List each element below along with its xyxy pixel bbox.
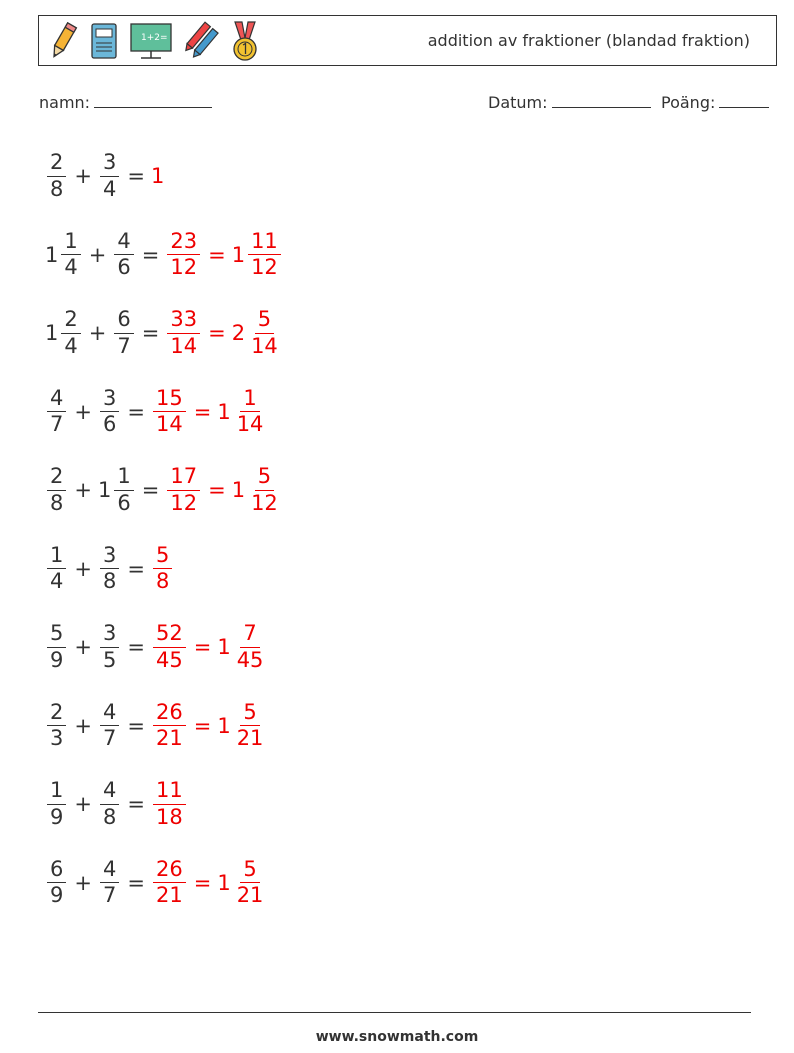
denominator: 5 <box>102 647 117 672</box>
plus-sign: + <box>88 242 107 267</box>
numerator: 1 <box>47 544 66 569</box>
denominator: 12 <box>251 255 278 279</box>
whole-number: 1 <box>217 635 231 659</box>
addend-a <box>45 465 68 514</box>
result <box>232 308 283 357</box>
problem-row <box>45 774 188 834</box>
fraction <box>61 308 80 357</box>
numerator: 2 <box>47 701 66 726</box>
numerator: 3 <box>100 387 119 412</box>
name-field[interactable] <box>39 93 212 112</box>
problem-row <box>45 696 268 756</box>
denominator: 9 <box>50 804 64 829</box>
denominator: 3 <box>50 726 64 750</box>
footer-url: www.snowmath.com <box>315 1029 479 1045</box>
whole-number: 1 <box>97 478 112 502</box>
equals-sign: = <box>193 713 212 738</box>
numerator: 2 <box>47 151 66 176</box>
denominator: 18 <box>155 804 183 829</box>
fraction <box>248 308 281 357</box>
denominator: 12 <box>170 255 198 279</box>
numerator: 6 <box>114 308 133 333</box>
score-line[interactable] <box>719 93 769 108</box>
book-icon <box>89 22 119 60</box>
whole-number: 1 <box>231 242 246 267</box>
denominator: 12 <box>251 490 278 515</box>
numerator: 7 <box>240 622 259 647</box>
numerator: 3 <box>100 622 119 647</box>
addend-b <box>112 230 135 279</box>
equals-sign: = <box>127 792 145 816</box>
addend-b <box>98 544 121 593</box>
denominator: 8 <box>102 804 117 829</box>
addend-a <box>45 151 68 200</box>
numerator: 5 <box>153 544 172 569</box>
fraction <box>153 544 172 593</box>
numerator: 3 <box>100 151 119 176</box>
numerator: 1 <box>61 230 80 255</box>
pencil-icon <box>47 21 79 61</box>
addend-b <box>98 465 136 514</box>
addend-b <box>98 151 121 200</box>
denominator: 7 <box>50 412 64 436</box>
numerator: 4 <box>100 779 119 804</box>
numerator: 5 <box>240 858 259 883</box>
fraction <box>100 701 119 750</box>
denominator: 9 <box>50 647 64 672</box>
answer <box>151 544 174 593</box>
problem-row <box>45 382 268 442</box>
answer <box>151 387 268 436</box>
fraction <box>234 387 267 436</box>
equals-sign: = <box>141 478 160 502</box>
result <box>217 387 268 436</box>
denominator: 4 <box>50 569 64 593</box>
crayons-icon <box>183 21 219 61</box>
problem-row <box>45 225 283 285</box>
addend-b <box>112 308 135 357</box>
equals-sign: = <box>127 164 145 188</box>
denominator: 7 <box>117 333 131 358</box>
fraction <box>47 544 66 593</box>
result <box>217 622 268 671</box>
result <box>217 858 268 907</box>
denominator: 8 <box>155 569 170 593</box>
fraction <box>234 701 267 750</box>
fraction <box>47 465 66 514</box>
addend-a <box>45 544 68 593</box>
fraction <box>47 779 66 828</box>
denominator: 8 <box>50 176 64 201</box>
denominator: 8 <box>102 569 117 593</box>
plus-sign: + <box>74 870 92 895</box>
addend-a <box>45 387 68 436</box>
name-label: namn: <box>39 93 91 112</box>
fraction <box>100 858 119 907</box>
fraction <box>100 151 119 200</box>
equals-sign: = <box>208 242 226 267</box>
problem-row <box>45 617 268 677</box>
chalkboard-icon <box>129 21 173 61</box>
problem-row <box>45 460 283 520</box>
plus-sign: + <box>74 399 92 424</box>
problem-row <box>45 303 283 363</box>
equals-sign: = <box>127 870 145 895</box>
problem-row <box>45 853 268 913</box>
date-label: Datum: <box>488 93 548 112</box>
numerator: 4 <box>100 858 119 883</box>
fraction <box>47 701 66 750</box>
plus-sign: + <box>74 164 92 188</box>
addend-b <box>98 622 121 671</box>
fraction <box>114 465 133 514</box>
score-label: Poäng: <box>661 93 716 112</box>
answer <box>151 779 188 828</box>
equals-sign: = <box>141 242 160 267</box>
addend-b <box>98 387 121 436</box>
denominator: 14 <box>155 412 183 436</box>
addend-a <box>45 622 68 671</box>
denominator: 21 <box>155 726 183 750</box>
plus-sign: + <box>88 321 107 345</box>
date-line[interactable] <box>552 93 651 108</box>
denominator: 21 <box>155 883 183 907</box>
whole-number: 1 <box>231 478 246 502</box>
answer <box>151 858 268 907</box>
fraction <box>114 308 133 357</box>
numerator: 33 <box>167 308 200 333</box>
date-field[interactable] <box>488 93 651 112</box>
header-box <box>38 15 777 66</box>
answer <box>151 622 268 671</box>
equals-sign: = <box>193 635 212 659</box>
fraction <box>248 465 281 514</box>
denominator: 4 <box>102 176 117 201</box>
chalkboard-text: 1+2= <box>141 33 168 43</box>
denominator: 4 <box>64 255 78 279</box>
denominator: 7 <box>102 883 117 907</box>
addend-a <box>45 230 83 279</box>
numerator: 23 <box>167 230 200 255</box>
denominator: 21 <box>236 883 264 907</box>
addend-b <box>98 858 121 907</box>
fraction <box>100 779 119 828</box>
page-title: addition av fraktioner (blandad fraktion) <box>427 31 750 50</box>
medal-icon <box>229 20 261 62</box>
name-line[interactable] <box>94 93 212 108</box>
numerator: 2 <box>61 308 80 333</box>
numerator: 11 <box>153 779 186 804</box>
addend-b <box>98 779 121 828</box>
equals-sign: = <box>193 399 212 424</box>
result <box>217 701 268 750</box>
result <box>232 230 283 279</box>
fraction <box>100 544 119 593</box>
denominator: 9 <box>50 883 64 907</box>
numerator: 11 <box>248 230 281 255</box>
numerator: 2 <box>47 465 66 490</box>
improper-fraction <box>153 701 186 750</box>
addend-a <box>45 308 83 357</box>
denominator: 45 <box>155 647 183 672</box>
fraction <box>47 387 66 436</box>
plus-sign: + <box>74 478 92 502</box>
fraction <box>100 622 119 671</box>
numerator: 5 <box>255 465 274 490</box>
improper-fraction <box>153 387 186 436</box>
fraction <box>61 230 80 279</box>
numerator: 17 <box>167 465 200 490</box>
whole-number: 1 <box>217 399 231 424</box>
equals-sign: = <box>141 321 160 345</box>
numerator: 1 <box>47 779 66 804</box>
denominator: 8 <box>50 490 64 515</box>
denominator: 7 <box>102 726 117 750</box>
footer-divider <box>38 1012 751 1013</box>
numerator: 26 <box>153 701 186 726</box>
whole-number: 1 <box>45 321 59 345</box>
numerator: 3 <box>100 544 119 569</box>
denominator: 14 <box>236 412 264 436</box>
equals-sign: = <box>193 870 212 895</box>
result <box>151 779 188 828</box>
whole-number: 1 <box>217 870 231 895</box>
addend-a <box>45 858 68 907</box>
fraction <box>47 858 66 907</box>
addend-b <box>98 701 121 750</box>
equals-sign: = <box>127 713 145 738</box>
improper-fraction <box>167 308 200 357</box>
denominator: 45 <box>236 647 264 672</box>
numerator: 26 <box>153 858 186 883</box>
plus-sign: + <box>74 556 92 581</box>
whole-number: 1 <box>45 242 59 267</box>
improper-fraction <box>153 622 186 671</box>
improper-fraction <box>167 465 200 514</box>
fraction <box>114 230 133 279</box>
result <box>151 164 165 188</box>
plus-sign: + <box>74 713 92 738</box>
numerator: 1 <box>240 387 259 412</box>
answer <box>151 701 268 750</box>
fraction <box>234 858 267 907</box>
denominator: 14 <box>251 333 278 358</box>
numerator: 6 <box>47 858 66 883</box>
plus-sign: + <box>74 635 92 659</box>
numerator: 5 <box>240 701 259 726</box>
improper-fraction <box>167 230 200 279</box>
numerator: 1 <box>114 465 133 490</box>
numerator: 4 <box>114 230 133 255</box>
fraction <box>248 230 281 279</box>
answer <box>165 308 282 357</box>
result <box>151 544 174 593</box>
fraction <box>153 779 186 828</box>
denominator: 14 <box>170 333 198 358</box>
plus-sign: + <box>74 792 92 816</box>
numerator: 5 <box>255 308 274 333</box>
whole-number: 2 <box>231 321 246 345</box>
improper-fraction <box>153 858 186 907</box>
denominator: 6 <box>117 255 131 279</box>
numerator: 4 <box>100 701 119 726</box>
answer <box>165 465 282 514</box>
denominator: 6 <box>102 412 117 436</box>
problem-row <box>45 146 165 206</box>
fraction <box>47 151 66 200</box>
fraction <box>100 387 119 436</box>
numerator: 15 <box>153 387 186 412</box>
equals-sign: = <box>127 635 145 659</box>
addend-a <box>45 779 68 828</box>
header-icons <box>47 20 261 62</box>
equals-sign: = <box>127 556 145 581</box>
whole-number: 1 <box>150 164 165 188</box>
equals-sign: = <box>208 478 226 502</box>
answer <box>165 230 282 279</box>
score-field[interactable] <box>661 93 769 112</box>
numerator: 5 <box>47 622 66 647</box>
problem-row <box>45 539 174 599</box>
fraction <box>47 622 66 671</box>
numerator: 4 <box>47 387 66 412</box>
denominator: 12 <box>170 490 198 515</box>
addend-a <box>45 701 68 750</box>
whole-number: 1 <box>217 713 231 738</box>
fraction <box>234 622 267 671</box>
denominator: 6 <box>117 490 131 515</box>
denominator: 21 <box>236 726 264 750</box>
answer <box>151 164 165 188</box>
denominator: 4 <box>64 333 78 358</box>
equals-sign: = <box>127 399 145 424</box>
equals-sign: = <box>208 321 226 345</box>
result <box>232 465 283 514</box>
numerator: 52 <box>153 622 186 647</box>
